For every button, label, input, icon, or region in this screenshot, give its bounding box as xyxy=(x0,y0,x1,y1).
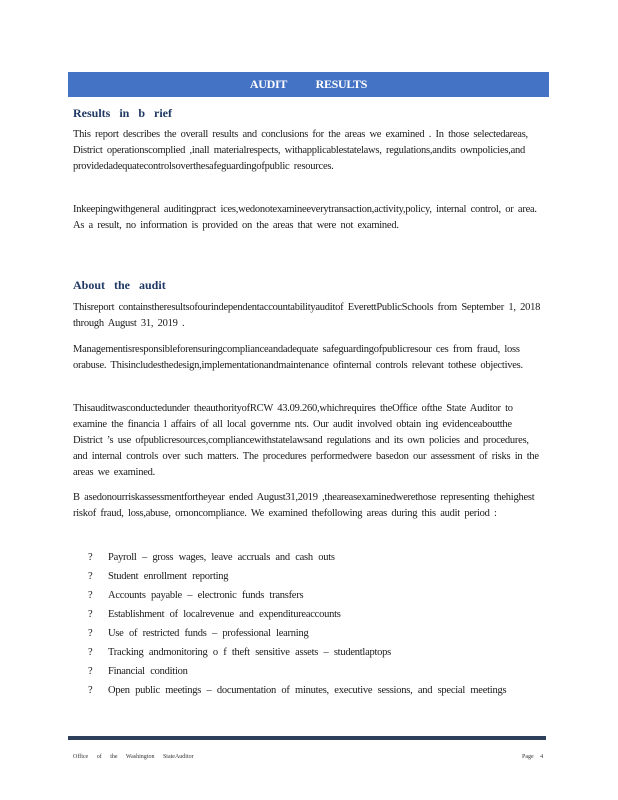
list-item xyxy=(88,607,538,623)
results-brief-paragraph-2: Inkeepingwithgeneral auditingpract ices,wedonotexamineeverytransaction,activity,policy, internal control, or area. As a result, no information is provided on the areas that were not examined. xyxy=(73,204,537,231)
footer-page-number: Page 4 xyxy=(522,754,544,760)
bullet-marker: ? xyxy=(88,609,93,620)
footer-divider xyxy=(68,736,546,740)
about-audit-paragraph-4: B asedonourriskassessmentfortheyear ended August31,2019 ,theareasexaminedwerethose representing thehighest riskof fraud, loss,abuse, ornoncompliance. We examined thefollowing areas during this audit period : xyxy=(73,492,535,519)
list-item-text: Student enrollment reporting xyxy=(108,571,229,582)
bullet-marker: ? xyxy=(88,666,93,677)
list-item xyxy=(88,645,538,661)
list-item-text: Establishment of localrevenue and expenditureaccounts xyxy=(108,609,341,620)
about-audit-paragraph-3: Thisauditwasconductedunder theauthorityofRCW 43.09.260,whichrequires theOffice ofthe State Auditor to examine the financia l affairs of all local governme nts. Our audit involved obtain ing evidenceaboutthe District ’s use ofpublicresources,compliancewithstatelawsand regulations and its own policies and procedures, and internal controls over such matters. The procedures performedwere basedon our assessment of risks in the areas we examined. xyxy=(73,403,539,478)
list-item-text: Financial condition xyxy=(108,666,188,677)
section-banner xyxy=(68,72,549,97)
list-item xyxy=(88,664,538,680)
list-item-text: Tracking andmonitoring o f theft sensitive assets – studentlaptops xyxy=(108,647,391,658)
bullet-marker: ? xyxy=(88,647,93,658)
about-audit-paragraph-1: Thisreport containstheresultsofourindependentaccountabilityauditof EverettPublicSchools from September 1, 2018 through August 31, 2019 . xyxy=(73,302,541,329)
bullet-marker: ? xyxy=(88,628,93,639)
list-item xyxy=(88,550,538,566)
footer-office-name: Office of the Washington StateAuditor xyxy=(73,754,194,760)
list-item-text: Open public meetings – documentation of minutes, executive sessions, and special meetings xyxy=(108,685,507,696)
results-brief-paragraph-1: This report describes the overall results and conclusions for the areas we examined . In those selectedareas, District operationscomplied ,inall materialrespects, withapplicablestatelaws, regulations,andits ownpolicies,and providedadequatecontrolsoverthesafeguardingofpublic resources. xyxy=(73,129,528,172)
list-item xyxy=(88,626,538,642)
list-item xyxy=(88,588,538,604)
bullet-marker: ? xyxy=(88,590,93,601)
banner-title: AUDIT RESULTS xyxy=(249,77,368,91)
areas-examined-list xyxy=(88,550,538,702)
list-item-text: Accounts payable – electronic funds transfers xyxy=(108,590,304,601)
list-item xyxy=(88,683,538,699)
list-item-text: Payroll – gross wages, leave accruals and cash outs xyxy=(108,552,335,563)
results-brief-heading: Results in b rief xyxy=(73,106,172,120)
about-audit-heading: About the audit xyxy=(73,278,166,292)
bullet-marker: ? xyxy=(88,571,93,582)
list-item-text: Use of restricted funds – professional learning xyxy=(108,628,309,639)
bullet-marker: ? xyxy=(88,685,93,696)
bullet-marker: ? xyxy=(88,552,93,563)
list-item xyxy=(88,569,538,585)
about-audit-paragraph-2: Managementisresponsibleforensuringcomplianceandadequate safeguardingofpublicresour ces from fraud, loss orabuse. Thisincludesthedesign,implementationandmaintenance ofinternal controls relevant tothese objectives. xyxy=(73,344,523,371)
